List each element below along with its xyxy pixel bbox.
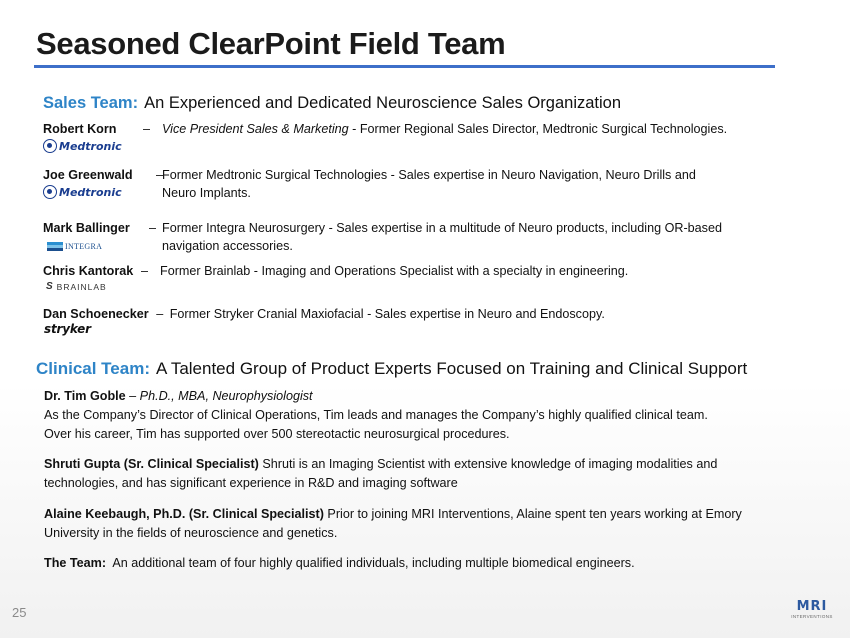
member-desc-line2: navigation accessories. <box>162 239 293 253</box>
integra-logo <box>47 242 102 251</box>
member-dash: – <box>143 122 151 136</box>
clinical-team-subheading: A Talented Group of Product Experts Focused on Training and Clinical Support <box>156 359 748 378</box>
sales-member-robert-korn <box>43 120 728 138</box>
member-desc-line2: Neuro Implants. <box>162 186 251 200</box>
member-name: Dan Schoenecker <box>43 307 149 321</box>
member-desc-text: - Former Regional Sales Director, Medtronic Surgical Technologies. <box>348 122 728 136</box>
mri-logo-main: MRI <box>796 599 828 614</box>
member-name: Dr. Tim Goble <box>44 389 126 403</box>
sales-member-mark-ballinger <box>43 219 722 253</box>
clinical-member-shruti-gupta <box>44 455 764 493</box>
team-desc: An additional team of four highly qualified individuals, including multiple biomedical engineers. <box>106 556 635 570</box>
member-dash: – <box>141 264 149 278</box>
medtronic-mark-icon <box>43 185 57 199</box>
medtronic-logo <box>43 139 122 153</box>
member-sep: – <box>125 389 140 403</box>
member-name: Joe Greenwald <box>43 168 133 182</box>
sales-member-joe-greenwald <box>43 166 696 200</box>
title-underline <box>34 65 775 68</box>
member-name: Shruti Gupta (Sr. Clinical Specialist) <box>44 457 259 471</box>
clinical-member-alaine-keebaugh <box>44 505 789 543</box>
slide-title: Seasoned ClearPoint Field Team <box>36 26 506 61</box>
member-desc-line1: Former Brainlab - Imaging and Operations Specialist with a specialty in engineering. <box>160 264 629 278</box>
member-dash: – <box>156 168 164 182</box>
member-desc-line1: Former Integra Neurosurgery - Sales expertise in a multitude of Neuro products, including OR-based <box>162 221 722 235</box>
member-desc-line1: Former Stryker Cranial Maxiofacial - Sales expertise in Neuro and Endoscopy. <box>169 307 605 321</box>
sales-team-label: Sales Team: <box>43 94 139 112</box>
member-desc-line2: Over his career, Tim has supported over 500 stereotactic neurosurgical procedures. <box>44 427 510 441</box>
member-role: Vice President Sales & Marketing <box>162 122 349 136</box>
clinical-the-team <box>44 554 804 573</box>
clinical-team-heading <box>36 359 747 379</box>
page-number: 25 <box>12 605 27 620</box>
medtronic-mark-icon <box>43 139 57 153</box>
member-desc: Prior to joining MRI Interventions, Alaine spent ten years working at Emory University in the fields of neuroscience and genetics. <box>44 507 742 540</box>
mri-interventions-logo <box>790 600 834 619</box>
member-desc <box>162 120 727 138</box>
medtronic-logo <box>43 185 122 199</box>
member-dash: – <box>149 221 157 235</box>
member-title: Ph.D., MBA, Neurophysiologist <box>139 389 313 403</box>
brainlab-mark-icon: S <box>46 281 54 292</box>
sales-member-dan-schoenecker <box>43 305 605 323</box>
brainlab-logo <box>46 281 107 292</box>
clinical-member-tim-goble <box>44 387 804 444</box>
clinical-team-label: Clinical Team: <box>36 359 150 378</box>
member-name: Chris Kantorak <box>43 264 134 278</box>
medtronic-logo-text: Medtronic <box>59 139 122 153</box>
sales-team-heading <box>43 94 621 113</box>
medtronic-logo-text: Medtronic <box>59 185 122 199</box>
integra-logo-text: INTEGRA <box>65 242 103 251</box>
sales-member-chris-kantorak <box>43 262 629 280</box>
member-desc-line1: Former Medtronic Surgical Technologies - Sales expertise in Neuro Navigation, Neuro Drills and <box>162 168 696 182</box>
sales-team-subheading: An Experienced and Dedicated Neuroscience Sales Organization <box>144 94 622 112</box>
member-desc: Shruti is an Imaging Scientist with extensive knowledge of imaging modalities and technologies, and has significant experience in R&D and imaging software <box>44 457 718 490</box>
brainlab-logo-text: BRAINLAB <box>56 281 107 292</box>
member-dash: – <box>156 307 164 321</box>
stryker-logo: stryker <box>44 322 91 336</box>
member-name: Alaine Keebaugh, Ph.D. (Sr. Clinical Specialist) <box>44 507 324 521</box>
member-desc-line1: As the Company’s Director of Clinical Operations, Tim leads and manages the Company’s highly qualified clinical team. <box>44 408 708 422</box>
member-name: Robert Korn <box>43 122 117 136</box>
team-label: The Team: <box>44 556 107 570</box>
member-name: Mark Ballinger <box>43 221 130 235</box>
mri-logo-sub: INTERVENTIONS <box>791 614 833 619</box>
integra-wave-icon <box>47 242 63 251</box>
